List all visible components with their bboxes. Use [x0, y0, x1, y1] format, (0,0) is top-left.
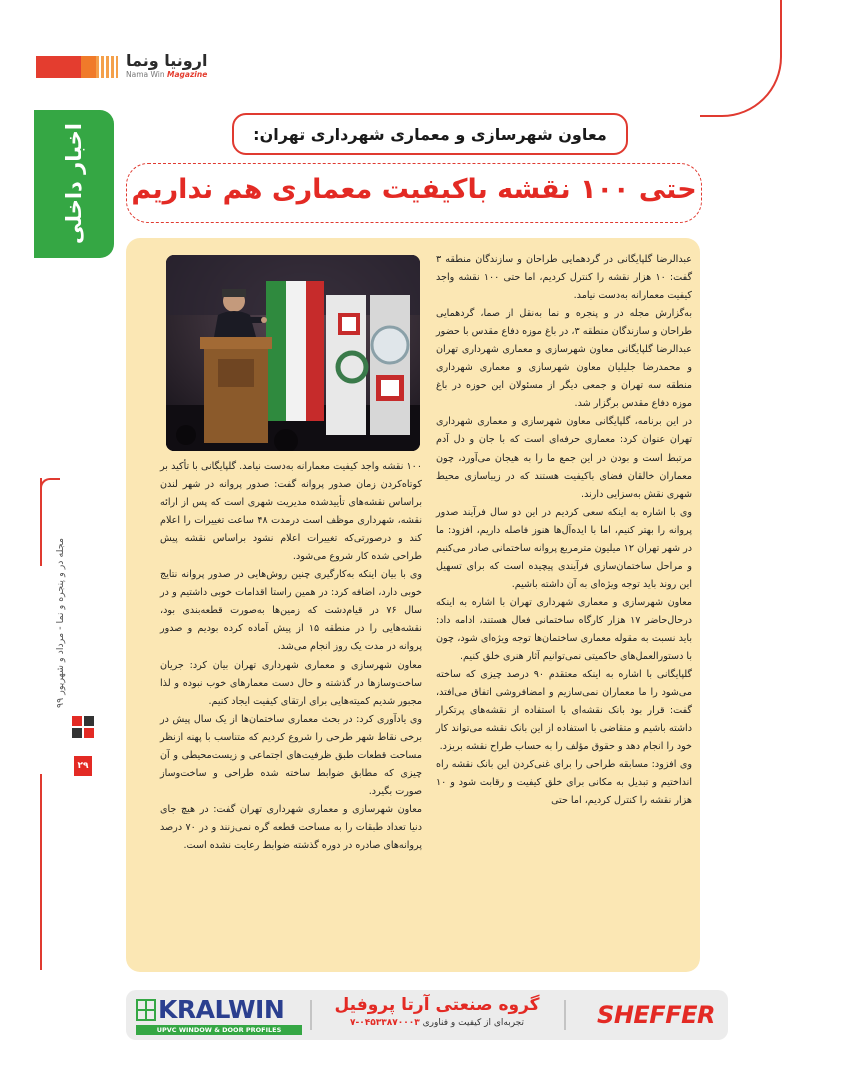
magazine-mini-logo-icon: [72, 716, 94, 738]
article-paragraph: گلپایگانی با اشاره به اینکه معتقدم ۹۰ درصد چیزی که ساخته می‌شود را ما معماران نمی‌سازیم و امضافروشی اتفاق می‌افتد، گفت: قرار بود بانک نقشه‌ای با استفاده از نقشه‌های پرتکرار داشته باشیم و متقاضی با استفاده از این بانک نقشه می‌تواند کار خود را انجام دهد و حقوق مؤلف را به حساب طراح نقشه بریزد.: [436, 669, 692, 753]
article-title: حتی ۱۰۰ نقشه باکیفیت معماری هم نداریم: [131, 174, 697, 205]
kralwin-logo: [136, 995, 302, 1035]
advertisement-banner[interactable]: [126, 990, 728, 1040]
kralwin-subtitle: UPVC WINDOW & DOOR PROFILES: [136, 1025, 302, 1035]
section-tab: [34, 110, 114, 258]
logo-text: ارونیا ونما: [126, 51, 208, 70]
article-paragraph: عبدالرضا گلپایگانی در گردهمایی طراحان و سازندگان منطقه ۳ گفت: ۱۰ هزار نقشه را کنترل کردیم، اما حتی ۱۰۰ نقشه واجد کیفیت معمارانه به‌دست نیامد.: [436, 254, 693, 302]
ad-divider: [564, 1000, 566, 1030]
kralwin-name: KRALWIN: [158, 995, 285, 1024]
journal-issue-line: مجله در و پنجره و نما - مرداد و شهریور ۹۹: [54, 538, 66, 708]
article-column-right: [436, 251, 692, 810]
section-label: اخبار داخلی: [62, 123, 86, 245]
ad-tagline-row: [322, 1016, 552, 1030]
logo-subtext: Nama Win Magazine: [126, 70, 208, 79]
magazine-logo: [126, 52, 226, 82]
ad-company-block: [322, 994, 552, 1030]
article-photo: [166, 255, 420, 451]
article-paragraph: معاون شهرسازی و معماری شهرداری تهران گفت: در هیچ جای دنیا تعداد طبقات را به مساحت قطعه گره نمی‌زنند و در ۷۰ درصد پروانه‌های صادره در دوره گذشته ضوابط رعایت نشده است.: [160, 803, 422, 851]
article-paragraph: ۱۰۰ نقشه واجد کیفیت معمارانه به‌دست نیامد. گلپایگانی با تأکید بر کوتاه‌کردن زمان صدور پروانه گفت: صدور پروانه در شهر لندن براساس نقشه‌های تأییدشده مدیریت شهری است که پس از ارائه نقشه، شهرداری موظف است درمدت ۴۸ ساعت تغییرات را اعلام کند و درصورتی‌که تغییرات اعلام نشود براساس نقشه پیش طراحی شده کار شروع می‌شود.: [160, 461, 422, 563]
page-number: ۲۹: [74, 756, 92, 776]
ad-divider: [310, 1000, 312, 1030]
article-column-left: [160, 458, 422, 855]
article-paragraph: معاون شهرسازی و معماری شهرداری تهران با اشاره به اینکه درحال‌حاضر ۱۷ هزار کارگاه ساختمانی فعال هستند، ادامه داد: باید نسبت به مقوله معماری ساختمان‌ها توجه ویژه‌ای شود، چون با دستورالعمل‌های حاکمیتی نمی‌توانیم آثار هنری خلق کنیم.: [436, 596, 692, 663]
speaker-at-podium-image: [166, 255, 420, 451]
article-paragraph: وی افزود: مسابقه طراحی را برای غنی‌کردن این بانک نقشه راه انداختیم و تبدیل به مکانی برای خلق کیفیت و رقابت شود و ۱۰ هزار نقشه را کنترل کردیم، اما حتی: [436, 759, 692, 807]
article-paragraph: وی یادآوری کرد: در بحث معماری ساختمان‌ها از یک سال پیش در برخی نقاط شهر طرحی را شروع کردیم که متناسب با پهنه ازنظر مساحت قطعات طبق ظرفیت‌های اجتماعی و زیست‌محیطی و آن چیزی که مطابق ضوابط ساخته شده طراحی و ساخت‌وساز صورت بگیرد.: [160, 713, 422, 797]
margin-decor-line: [40, 478, 42, 566]
article-paragraph: معاون شهرسازی و معماری شهرداری تهران بیان کرد: جریان ساخت‌وسازها در گذشته و حال دست معمارهای خوب نبوده و لذا مجبور شدیم کمیته‌هایی برای ارتقای کیفیت ایجاد کنیم.: [160, 659, 422, 707]
ad-tagline: تجربه‌ای از کیفیت و فناوری: [422, 1018, 524, 1028]
margin-decor-hook: [40, 478, 60, 494]
article-paragraph: وی با بیان اینکه به‌کارگیری چنین روش‌هایی در صدور پروانه نتایج خوبی دارد، اضافه کرد: در همین راستا اقدامات خوبی داشتیم و در سال ۷۶ در قیام‌دشت که زمین‌ها به‌صورت قطعه‌بندی بود، نقشه‌هایی را در منطقه ۱۵ از پیش آماده کرده بودیم و صدور پروانه در مدت یک روز انجام می‌شد.: [160, 569, 423, 653]
kralwin-window-icon: [136, 999, 156, 1021]
article-paragraph: در این برنامه، گلپایگانی معاون شهرسازی و معماری شهرداری تهران عنوان کرد: معماری حرفه‌ای است که با جان و دل آدم مرتبط است و بودن در این جمع ما را به هیجان می‌آورد، چون معماران خالقان فضای باکیفیت هستند که در زیباسازی محیط شهری نقش به‌سزایی دارند.: [436, 416, 692, 500]
ad-phone: ۰۴۵۳۳۸۷۰۰۰۳-۷: [350, 1018, 420, 1028]
ad-company-name: گروه صنعتی آرتا پروفیل: [334, 995, 540, 1015]
margin-decor-line: [40, 774, 42, 970]
article-paragraph: وی با اشاره به اینکه سعی کردیم در این دو سال فرآیند صدور پروانه را بهتر کنیم، اما با ایده‌آل‌ها هنوز فاصله داریم، افزود: ما در شهر تهران ۱۲ میلیون مترمربع پروانه ساختمانی صادر می‌کنیم و مراحل ساختمان‌سازی فرآیندی پیچیده است که برای تسهیل این روند باید توجه ویژه‌ای به آن داشته باشیم.: [435, 506, 692, 590]
article-title-frame: [126, 163, 702, 223]
article-subtitle: معاون شهرسازی و معماری شهرداری تهران:: [253, 124, 607, 144]
sheffer-logo: SHEFFER: [597, 1001, 715, 1029]
article-subtitle-box: [232, 113, 628, 155]
article-paragraph: به‌گزارش مجله در و پنجره و نما به‌نقل از صما، گردهمایی طراحان و سازندگان منطقه ۳، در باغ موزه دفاع مقدس با حضور عبدالرضا گلپایگانی معاون شهرسازی و معماری شهرداری تهران و محمدرضا جلیلیان معاون شهرسازی و معماری شهرداری منطقه سه تهران و جمعی دیگر از مسئولان این حوزه در باغ موزه دفاع مقدس برگزار شد.: [436, 308, 692, 410]
decorative-corner-line: [700, 0, 782, 117]
header-color-strip: [36, 56, 118, 78]
